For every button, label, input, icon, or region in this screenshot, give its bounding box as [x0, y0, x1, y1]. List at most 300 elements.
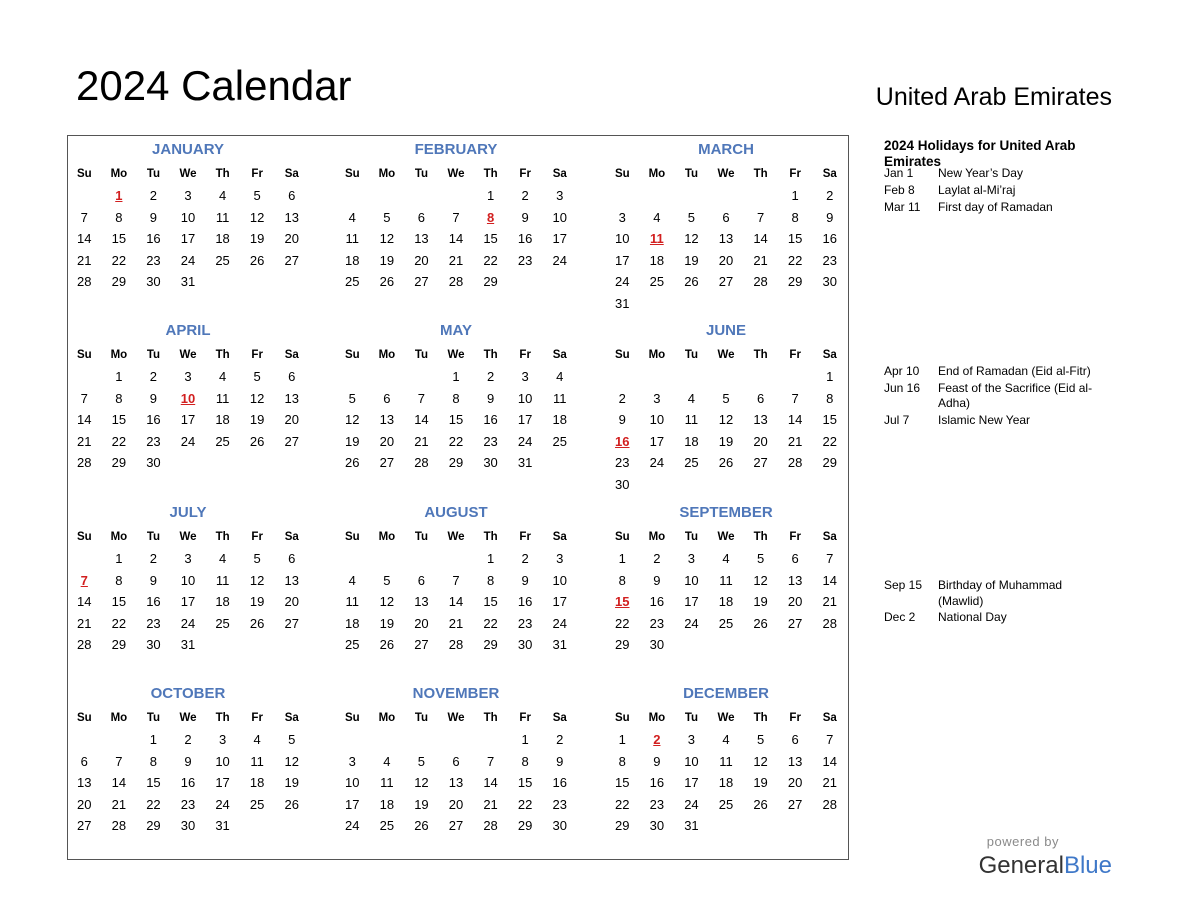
day-cell[interactable]: 18	[345, 252, 360, 268]
day-cell[interactable]: 15	[787, 231, 803, 247]
day-cell[interactable]: 29	[517, 818, 533, 834]
day-cell[interactable]: 14	[483, 775, 498, 791]
day-cell[interactable]: 19	[284, 775, 299, 791]
day-cell[interactable]: 6	[452, 753, 460, 769]
day-cell[interactable]: 24	[552, 615, 567, 631]
day-cell[interactable]: 7	[452, 572, 460, 588]
day-cell[interactable]: 12	[684, 231, 699, 247]
day-cell[interactable]: 6	[417, 572, 426, 588]
day-cell[interactable]: 17	[552, 231, 567, 247]
day-cell[interactable]: 25	[718, 615, 734, 631]
day-cell[interactable]: 6	[288, 551, 296, 566]
day-cell[interactable]: 24	[180, 252, 196, 268]
day-cell[interactable]: 13	[77, 775, 92, 791]
day-cell[interactable]: 19	[249, 412, 265, 428]
day-cell[interactable]: 2	[149, 188, 158, 203]
holiday-day-cell[interactable]: 11	[649, 231, 664, 247]
day-cell[interactable]: 20	[787, 775, 803, 791]
day-cell[interactable]: 14	[753, 231, 768, 247]
day-cell[interactable]: 6	[791, 732, 799, 747]
day-cell[interactable]: 8	[618, 572, 626, 588]
day-cell[interactable]: 16	[517, 231, 533, 247]
day-cell[interactable]: 31	[215, 818, 230, 834]
day-cell[interactable]: 6	[383, 390, 391, 406]
day-cell[interactable]: 22	[517, 796, 533, 812]
day-cell[interactable]: 9	[653, 753, 661, 769]
day-cell[interactable]: 28	[77, 274, 92, 290]
day-cell[interactable]: 21	[414, 433, 429, 449]
day-cell[interactable]: 13	[787, 572, 803, 588]
day-cell[interactable]: 31	[615, 295, 630, 311]
brand-logo[interactable]	[979, 852, 1112, 880]
day-cell[interactable]: 28	[77, 455, 92, 471]
day-cell[interactable]: 16	[822, 231, 837, 247]
day-cell[interactable]: 7	[452, 209, 460, 225]
day-cell[interactable]: 10	[552, 209, 567, 225]
day-cell[interactable]: 9	[653, 572, 661, 588]
day-cell[interactable]: 25	[215, 615, 230, 631]
day-cell[interactable]: 2	[149, 551, 158, 566]
day-cell[interactable]: 29	[111, 455, 127, 471]
day-cell[interactable]: 28	[448, 274, 464, 290]
day-cell[interactable]: 10	[615, 231, 630, 247]
day-cell[interactable]: 4	[383, 753, 391, 769]
day-cell[interactable]: 23	[649, 796, 665, 812]
day-cell[interactable]: 26	[753, 796, 768, 812]
day-cell[interactable]: 8	[618, 753, 626, 769]
day-cell[interactable]: 18	[215, 231, 230, 247]
day-cell[interactable]: 21	[787, 433, 803, 449]
day-cell[interactable]: 25	[552, 433, 567, 449]
day-cell[interactable]: 12	[249, 390, 265, 406]
day-cell[interactable]: 25	[718, 796, 734, 812]
day-cell[interactable]: 15	[483, 231, 498, 247]
day-cell[interactable]: 14	[111, 775, 127, 791]
day-cell[interactable]: 18	[552, 412, 567, 428]
day-cell[interactable]: 12	[379, 594, 395, 610]
day-cell[interactable]: 7	[756, 209, 765, 225]
day-cell[interactable]: 18	[684, 433, 699, 449]
holiday-day-cell[interactable]: 2	[653, 732, 661, 747]
day-cell[interactable]: 12	[718, 412, 734, 428]
day-cell[interactable]: 6	[791, 551, 799, 566]
day-cell[interactable]: 19	[753, 775, 768, 791]
day-cell[interactable]: 19	[414, 796, 429, 812]
day-cell[interactable]: 17	[684, 594, 699, 610]
day-cell[interactable]: 23	[180, 796, 196, 812]
day-cell[interactable]: 14	[448, 231, 464, 247]
day-cell[interactable]: 22	[111, 252, 127, 268]
holiday-day-cell[interactable]: 16	[615, 433, 630, 449]
day-cell[interactable]: 14	[77, 412, 92, 428]
day-cell[interactable]: 2	[826, 188, 834, 203]
day-cell[interactable]: 9	[184, 753, 192, 769]
day-cell[interactable]: 7	[826, 551, 834, 566]
day-cell[interactable]: 29	[483, 637, 498, 653]
day-cell[interactable]: 19	[249, 231, 265, 247]
day-cell[interactable]: 4	[218, 188, 227, 203]
day-cell[interactable]: 31	[684, 818, 699, 834]
day-cell[interactable]: 20	[753, 433, 768, 449]
day-cell[interactable]: 21	[753, 252, 768, 268]
day-cell[interactable]: 11	[345, 231, 360, 247]
day-cell[interactable]: 22	[111, 433, 127, 449]
day-cell[interactable]: 10	[180, 572, 196, 588]
day-cell[interactable]: 29	[111, 637, 127, 653]
day-cell[interactable]: 8	[486, 572, 495, 588]
day-cell[interactable]: 10	[215, 753, 230, 769]
day-cell[interactable]: 8	[452, 390, 460, 406]
day-cell[interactable]: 15	[146, 775, 161, 791]
day-cell[interactable]: 28	[111, 818, 127, 834]
day-cell[interactable]: 13	[787, 753, 803, 769]
day-cell[interactable]: 27	[284, 252, 299, 268]
day-cell[interactable]: 22	[448, 433, 464, 449]
day-cell[interactable]: 30	[146, 637, 161, 653]
day-cell[interactable]: 11	[380, 775, 394, 791]
day-cell[interactable]: 14	[448, 594, 464, 610]
day-cell[interactable]: 28	[414, 455, 429, 471]
day-cell[interactable]: 15	[517, 775, 533, 791]
day-cell[interactable]: 24	[615, 274, 630, 290]
day-cell[interactable]: 17	[517, 412, 533, 428]
day-cell[interactable]: 23	[146, 615, 161, 631]
day-cell[interactable]: 9	[521, 209, 529, 225]
day-cell[interactable]: 24	[345, 818, 360, 834]
day-cell[interactable]: 26	[249, 433, 265, 449]
day-cell[interactable]: 28	[822, 615, 837, 631]
day-cell[interactable]: 20	[414, 252, 429, 268]
day-cell[interactable]: 17	[345, 796, 360, 812]
day-cell[interactable]: 13	[284, 390, 299, 406]
holiday-day-cell[interactable]: 15	[615, 594, 630, 610]
day-cell[interactable]: 1	[791, 188, 799, 203]
day-cell[interactable]: 30	[822, 274, 837, 290]
day-cell[interactable]: 14	[787, 412, 803, 428]
day-cell[interactable]: 22	[615, 615, 630, 631]
day-cell[interactable]: 15	[448, 412, 464, 428]
day-cell[interactable]: 6	[756, 390, 765, 406]
day-cell[interactable]: 20	[284, 594, 299, 610]
day-cell[interactable]: 10	[517, 390, 533, 406]
day-cell[interactable]: 25	[649, 274, 665, 290]
day-cell[interactable]: 3	[218, 732, 227, 747]
day-cell[interactable]: 9	[149, 209, 158, 225]
day-cell[interactable]: 31	[552, 637, 567, 653]
day-cell[interactable]: 5	[417, 753, 426, 769]
day-cell[interactable]: 3	[184, 369, 192, 384]
day-cell[interactable]: 2	[653, 551, 661, 566]
day-cell[interactable]: 12	[379, 231, 395, 247]
day-cell[interactable]: 30	[552, 818, 567, 834]
day-cell[interactable]: 28	[483, 818, 498, 834]
day-cell[interactable]: 22	[111, 615, 127, 631]
day-cell[interactable]: 16	[146, 594, 161, 610]
day-cell[interactable]: 6	[288, 188, 296, 203]
day-cell[interactable]: 25	[215, 252, 230, 268]
day-cell[interactable]: 31	[180, 274, 196, 290]
day-cell[interactable]: 26	[718, 455, 734, 471]
day-cell[interactable]: 18	[649, 252, 665, 268]
day-cell[interactable]: 11	[250, 753, 264, 769]
day-cell[interactable]: 23	[822, 252, 837, 268]
day-cell[interactable]: 27	[414, 637, 429, 653]
day-cell[interactable]: 24	[215, 796, 230, 812]
day-cell[interactable]: 13	[284, 572, 299, 588]
day-cell[interactable]: 21	[448, 615, 464, 631]
day-cell[interactable]: 22	[615, 796, 630, 812]
day-cell[interactable]: 16	[483, 412, 498, 428]
day-cell[interactable]: 1	[486, 551, 495, 566]
day-cell[interactable]: 4	[722, 551, 730, 566]
day-cell[interactable]: 24	[684, 796, 699, 812]
day-cell[interactable]: 20	[448, 796, 464, 812]
day-cell[interactable]: 25	[249, 796, 265, 812]
day-cell[interactable]: 5	[756, 732, 765, 747]
day-cell[interactable]: 22	[822, 433, 837, 449]
day-cell[interactable]: 19	[249, 594, 265, 610]
day-cell[interactable]: 7	[826, 732, 834, 747]
day-cell[interactable]: 15	[483, 594, 498, 610]
day-cell[interactable]: 5	[383, 572, 391, 588]
day-cell[interactable]: 24	[684, 615, 699, 631]
day-cell[interactable]: 3	[184, 551, 192, 566]
day-cell[interactable]: 26	[284, 796, 299, 812]
day-cell[interactable]: 11	[719, 753, 733, 769]
day-cell[interactable]: 3	[556, 551, 564, 566]
day-cell[interactable]: 20	[284, 231, 299, 247]
day-cell[interactable]: 24	[180, 615, 196, 631]
day-cell[interactable]: 16	[146, 412, 161, 428]
day-cell[interactable]: 18	[379, 796, 395, 812]
day-cell[interactable]: 23	[552, 796, 567, 812]
day-cell[interactable]: 8	[521, 753, 529, 769]
day-cell[interactable]: 6	[288, 369, 296, 384]
day-cell[interactable]: 11	[345, 594, 360, 610]
day-cell[interactable]: 4	[687, 390, 696, 406]
day-cell[interactable]: 10	[345, 775, 360, 791]
day-cell[interactable]: 14	[414, 412, 429, 428]
day-cell[interactable]: 23	[146, 433, 161, 449]
day-cell[interactable]: 20	[414, 615, 429, 631]
day-cell[interactable]: 28	[787, 455, 803, 471]
day-cell[interactable]: 17	[684, 775, 699, 791]
day-cell[interactable]: 5	[687, 209, 696, 225]
day-cell[interactable]: 16	[552, 775, 567, 791]
day-cell[interactable]: 14	[822, 572, 837, 588]
day-cell[interactable]: 13	[718, 231, 734, 247]
day-cell[interactable]: 29	[787, 274, 803, 290]
day-cell[interactable]: 28	[448, 637, 464, 653]
day-cell[interactable]: 25	[684, 455, 699, 471]
day-cell[interactable]: 12	[753, 753, 768, 769]
day-cell[interactable]: 2	[486, 369, 495, 384]
day-cell[interactable]: 20	[787, 594, 803, 610]
day-cell[interactable]: 1	[452, 369, 460, 384]
day-cell[interactable]: 22	[483, 615, 498, 631]
day-cell[interactable]: 6	[417, 209, 426, 225]
day-cell[interactable]: 1	[618, 551, 626, 566]
day-cell[interactable]: 1	[486, 188, 495, 203]
day-cell[interactable]: 27	[718, 274, 734, 290]
day-cell[interactable]: 13	[379, 412, 395, 428]
day-cell[interactable]: 1	[149, 732, 158, 747]
day-cell[interactable]: 13	[414, 594, 429, 610]
day-cell[interactable]: 21	[822, 594, 837, 610]
day-cell[interactable]: 2	[521, 188, 529, 203]
day-cell[interactable]: 22	[146, 796, 161, 812]
day-cell[interactable]: 15	[822, 412, 837, 428]
day-cell[interactable]: 21	[77, 615, 92, 631]
day-cell[interactable]: 26	[684, 274, 699, 290]
day-cell[interactable]: 17	[180, 231, 196, 247]
day-cell[interactable]: 2	[149, 369, 158, 384]
day-cell[interactable]: 30	[180, 818, 196, 834]
day-cell[interactable]: 2	[556, 732, 564, 747]
day-cell[interactable]: 11	[215, 209, 230, 225]
day-cell[interactable]: 3	[618, 209, 626, 225]
day-cell[interactable]: 25	[345, 274, 360, 290]
day-cell[interactable]: 18	[215, 594, 230, 610]
day-cell[interactable]: 9	[826, 209, 834, 225]
day-cell[interactable]: 31	[517, 455, 533, 471]
day-cell[interactable]: 15	[615, 775, 630, 791]
day-cell[interactable]: 24	[649, 455, 665, 471]
day-cell[interactable]: 7	[80, 209, 88, 225]
day-cell[interactable]: 1	[115, 551, 123, 566]
day-cell[interactable]: 7	[80, 390, 88, 406]
day-cell[interactable]: 8	[115, 572, 123, 588]
day-cell[interactable]: 29	[448, 455, 464, 471]
day-cell[interactable]: 14	[822, 753, 837, 769]
day-cell[interactable]: 10	[684, 572, 699, 588]
day-cell[interactable]: 17	[180, 412, 196, 428]
day-cell[interactable]: 28	[77, 637, 92, 653]
day-cell[interactable]: 27	[284, 433, 299, 449]
day-cell[interactable]: 4	[722, 732, 730, 747]
day-cell[interactable]: 29	[615, 637, 630, 653]
day-cell[interactable]: 21	[77, 252, 92, 268]
day-cell[interactable]: 13	[753, 412, 768, 428]
day-cell[interactable]: 15	[111, 412, 127, 428]
day-cell[interactable]: 27	[753, 455, 768, 471]
day-cell[interactable]: 16	[180, 775, 196, 791]
day-cell[interactable]: 26	[249, 252, 265, 268]
day-cell[interactable]: 10	[649, 412, 665, 428]
day-cell[interactable]: 8	[826, 390, 834, 406]
day-cell[interactable]: 12	[249, 572, 265, 588]
day-cell[interactable]: 1	[826, 369, 834, 384]
day-cell[interactable]: 19	[718, 433, 734, 449]
day-cell[interactable]: 19	[379, 615, 395, 631]
day-cell[interactable]: 19	[753, 594, 768, 610]
day-cell[interactable]: 3	[348, 753, 356, 769]
day-cell[interactable]: 20	[284, 412, 299, 428]
day-cell[interactable]: 7	[115, 753, 123, 769]
day-cell[interactable]: 9	[486, 390, 495, 406]
day-cell[interactable]: 28	[753, 274, 768, 290]
day-cell[interactable]: 30	[146, 455, 161, 471]
day-cell[interactable]: 1	[115, 369, 123, 384]
day-cell[interactable]: 26	[379, 637, 395, 653]
day-cell[interactable]: 12	[284, 753, 299, 769]
day-cell[interactable]: 24	[552, 252, 567, 268]
day-cell[interactable]: 22	[787, 252, 803, 268]
day-cell[interactable]: 4	[218, 369, 227, 384]
day-cell[interactable]: 10	[552, 572, 567, 588]
day-cell[interactable]: 5	[253, 369, 261, 384]
holiday-day-cell[interactable]: 1	[115, 188, 123, 203]
day-cell[interactable]: 5	[253, 551, 261, 566]
day-cell[interactable]: 8	[149, 753, 158, 769]
day-cell[interactable]: 13	[284, 209, 299, 225]
day-cell[interactable]: 20	[77, 796, 92, 812]
day-cell[interactable]: 21	[77, 433, 92, 449]
day-cell[interactable]: 5	[348, 390, 356, 406]
day-cell[interactable]: 10	[684, 753, 699, 769]
day-cell[interactable]: 29	[822, 455, 837, 471]
day-cell[interactable]: 19	[345, 433, 360, 449]
day-cell[interactable]: 21	[822, 775, 837, 791]
day-cell[interactable]: 22	[483, 252, 498, 268]
day-cell[interactable]: 23	[483, 433, 498, 449]
day-cell[interactable]: 30	[649, 818, 665, 834]
day-cell[interactable]: 24	[180, 433, 196, 449]
day-cell[interactable]: 30	[146, 274, 161, 290]
day-cell[interactable]: 12	[249, 209, 265, 225]
day-cell[interactable]: 27	[379, 455, 395, 471]
day-cell[interactable]: 5	[288, 732, 296, 747]
day-cell[interactable]: 25	[379, 818, 395, 834]
day-cell[interactable]: 17	[552, 594, 567, 610]
day-cell[interactable]: 9	[521, 572, 529, 588]
day-cell[interactable]: 8	[115, 209, 123, 225]
day-cell[interactable]: 20	[718, 252, 734, 268]
day-cell[interactable]: 5	[253, 188, 261, 203]
day-cell[interactable]: 30	[649, 637, 665, 653]
day-cell[interactable]: 2	[184, 732, 192, 747]
day-cell[interactable]: 23	[517, 615, 533, 631]
day-cell[interactable]: 23	[649, 615, 665, 631]
day-cell[interactable]: 1	[521, 732, 529, 747]
day-cell[interactable]: 9	[618, 412, 626, 428]
day-cell[interactable]: 2	[521, 551, 529, 566]
day-cell[interactable]: 4	[348, 572, 356, 588]
day-cell[interactable]: 19	[379, 252, 395, 268]
day-cell[interactable]: 9	[149, 390, 158, 406]
day-cell[interactable]: 28	[822, 796, 837, 812]
day-cell[interactable]: 5	[756, 551, 765, 566]
day-cell[interactable]: 26	[249, 615, 265, 631]
day-cell[interactable]: 5	[383, 209, 391, 225]
day-cell[interactable]: 27	[77, 818, 92, 834]
day-cell[interactable]: 13	[414, 231, 429, 247]
day-cell[interactable]: 6	[722, 209, 730, 225]
day-cell[interactable]: 3	[521, 369, 529, 384]
day-cell[interactable]: 26	[345, 455, 360, 471]
day-cell[interactable]: 26	[414, 818, 429, 834]
day-cell[interactable]: 21	[111, 796, 127, 812]
day-cell[interactable]: 11	[684, 412, 699, 428]
day-cell[interactable]: 23	[615, 455, 630, 471]
day-cell[interactable]: 25	[345, 637, 360, 653]
day-cell[interactable]: 8	[791, 209, 799, 225]
day-cell[interactable]: 27	[414, 274, 429, 290]
day-cell[interactable]: 16	[146, 231, 161, 247]
day-cell[interactable]: 18	[718, 594, 734, 610]
day-cell[interactable]: 8	[115, 390, 123, 406]
day-cell[interactable]: 12	[753, 572, 768, 588]
